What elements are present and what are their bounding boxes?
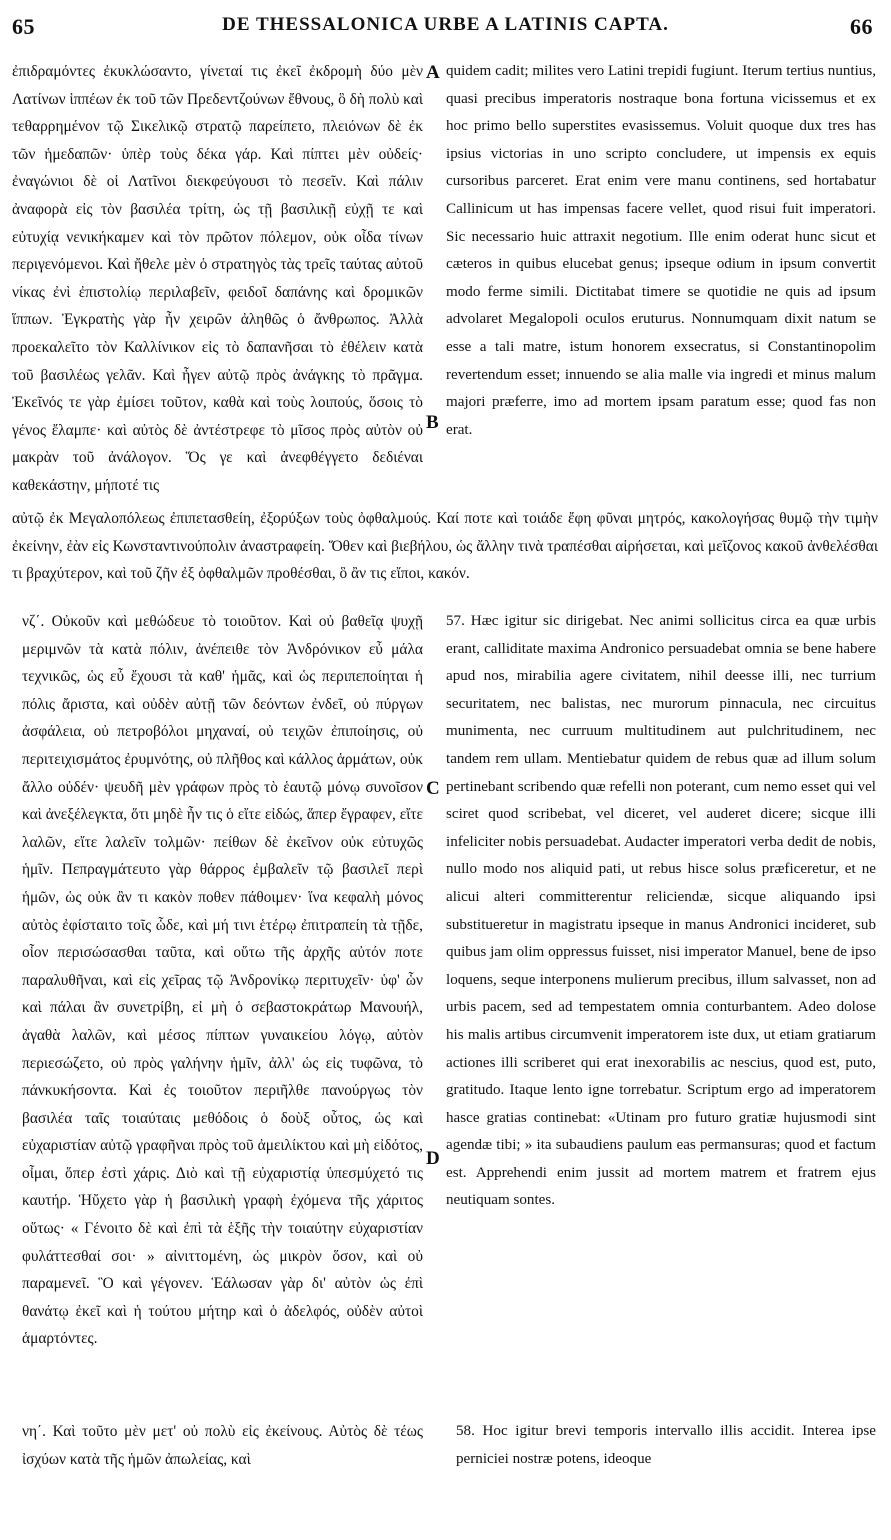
margin-marker-c: C [426, 778, 440, 799]
margin-marker-d: D [426, 1148, 440, 1169]
latin-text-top: quidem cadit; milites vero Latini trepidi fugiunt. Iterum tertius nuntius, quasi precibus imperatoris nostraque bona fortuna vicissemus et ex hoc primo bello superstites evasissemus. Voluit quoque dux tres has ipsius victorias in uno scripto concludere, ut impensis ex equis cursoribus parceret. Erat enim vere manu continens, sed hortabatur Callinicum ut has impensas facere vellet, quod risui fuit imperatori. Sic necessario huic attraxit negotium. Ille enim oderat hunc sicut et cæteros in quibus elucebat genus; ipseque odium in ipsum convertit modo ferme simili. Dictitabat timere se quotidie ne quis ad ipsum advolaret Megalopoli oculos eruturus. Nonnumquam dixit natum se esse a tali matre, istum honorem exsecratus, si Constantinopolim revertendum esset; innuendo se alia malle via ingredi et minus malum majori præferre, imo ad mortem ipsam paratum esse; quod fas non erat. [446, 63, 876, 438]
greek-section-57: νζ΄. Οὐκοῦν καὶ μεθώδευε τὸ τοιοῦτον. Καὶ οὐ βαθεῖᾳ ψυχῇ μεριμνῶν τὰ κατὰ πόλιν, ἀνέπειθε τὸν Ἀνδρόνικον εὖ μάλα τεχνικῶς, ὡς εὖ ἔχουσι τὰ καθ' ἡμᾶς, καὶ ὡς περιπεποίηται ἡ πόλις ἄριστα, καὶ οὐδὲν αὐτῇ τῶν δεόντων ἐνδεῖ, οὐ πύργων ἀσφάλεια, οὐ πετροβόλοι μηχαναί, οὐ τειχῶν ἐπιποίησις, οὐ περιτειχισμάτος ἐρυμνότης, οὐ πλῆθος καὶ κάλλος ἁρμάτων, οὐκ ἄλλο οὐδέν· ψευδῆ μὲν γράφων πρὸς τὸ ἑαυτῷ μόνῳ συνοῖσον καὶ ἀνεξέλεγκτα, ὅτι μηδὲ ἦν τις ὁ εἴτε εἰδώς, ἅπερ ἔγραφεν, εἴτε λαλῶν, εἴτε λαλεῖν τολμῶν· πείθων δὲ ἐκεῖνον οὐκ εὐτυχῶς ἡμῖν. Πεπραγμάτευτο γὰρ θάρρος ἐμβαλεῖν τῷ βασιλεῖ περὶ ἡμῶν, ὡς οὐκ ἂν τι κακὸν ποθεν πάθοιμεν· ἵνα κεφαλὴ μόνος αὐτὸς ἐφίσταιτο τοῖς ὧδε, καὶ μή τινι ἑτέρῳ ἐπιτραπείη τὰ τῇδε, οἷον περισώσασθαι ταῦτα, καὶ οὕτω τῆς ἀρχῆς αὐτόν ποτε παραλυθῆναι, καὶ εἰς χεῖρας τῷ Ἀνδρονίκῳ περιτυχεῖν· ὑφ' ὧν καὶ πάλαι ἂν συνετρίβη, εἰ μὴ ὁ σεβαστοκράτωρ Μανουήλ, ἀγαθὰ λαλῶν, καὶ μέσος πίπτων γυναικείου λόγῳ, αὐτὸν περιεσώζετο, οὐ πρὸς γαλήνην ἡμῖν, ἀλλ' ὡς εἰς τυφῶνα, τὸ πάνκυκήσοντα. Καὶ ἐς τοιοῦτον περιῆλθε πανούργως τὸν βασιλέα ταῖς τοιαύταις μεθόδοις ὁ δοὺξ οὗτος, ὡς καὶ εὐχαριστίαν αὐτῷ γραφῆναι πρὸς τοῦ ἀμειλίκτου καὶ μὴ εἰδότος, οἶμαι, ὅπερ ἐστὶ χάρις. Διὸ καὶ τῇ εὐχαριστίᾳ ὑπεσμύχετό τις καυτήρ. Ἡὔχετο γὰρ ἡ βασιλικὴ γραφὴ ἐχόμενα τῆς χάριτος οὕτως· « Γένοιτο δὲ καὶ ἐπὶ τὰ ἑξῆς τὴν τοιαύτην εὐχαριστίαν φυλάττεσθαί σοι· » αἰνιττομένη, ὡς μικρὸν ὅσον, καὶ οὐ παραμενεῖ. Ὃ καὶ γέγονεν. Ἑάλωσαν γὰρ δι' αὐτὸν ὡς ἐπὶ θανάτῳ ἐκεῖ καὶ ἡ τούτου μήτηρ καὶ ὁ ἀδελφός, οὐδὲν αὐτοὶ ἁμαρτόντες. [22, 613, 423, 1348]
margin-marker-a: A [426, 62, 440, 83]
greek-text-full-width: αὐτῷ ἐκ Μεγαλοπόλεως ἐπιπετασθείη, ἐξορύξων τοὺς ὀφθαλμούς. Καί ποτε καὶ τοιάδε ἔφη φῦναι μητρός, κακολογήσας θυμῷ τὴν τιμὴν ἐκείνην, ἐὰν εἰς Κωνσταντινούπολιν ἀναστραφείη. Ὅθεν καὶ βιεβήλου, ὡς ἄλλην τινὰ τραπέσθαι αἱρήσεται, καὶ μεῖζονος κακοῦ ἀνθελέσθαι τι βραχύτερον, καὶ τοῦ ζῆν ἐξ ὀφθαλμῶν προθέσθαι, ὃ ἂν τις εἴποι, κακόν. [12, 510, 878, 583]
page-number-right: 66 [850, 14, 873, 39]
greek-section-58: νη΄. Καὶ τοῦτο μὲν μετ' οὐ πολὺ εἰς ἐκείνους. Αὐτὸς δὲ τέως ἰσχύων κατὰ τῆς ἡμῶν ἀπωλείας, καὶ [22, 1423, 423, 1468]
greek-text-top: ἐπιδραμόντες ἐκυκλώσαντο, γίνεταί τις ἐκεῖ ἐκδρομὴ δύο μὲν Λατίνων ἱππέων ἐκ τοῦ τῶν Πρεδεντζούνων ἔθνους, ὃ δὴ πολὺ καὶ τεθαρρημένον τῷ Σικελικῷ στρατῷ παρείπετο, πλειόνων δὲ ἐκ τῶν ἡμεδαπῶν· ὑπὲρ τοὺς δέκα γάρ. Καὶ πίπτει μὲν οὐδείς· ἐναγώνιοι δὲ οἱ Λατῖνοι διεκφεύγουσι τὸ πεσεῖν. Καὶ πάλιν ἀναφορὰ εἰς τὸν βασιλέα τρίτη, ὡς τῇ βασιλικῇ εὐχῇ τε καὶ εὐτυχίᾳ νενικήκαμεν καὶ τὸν πρῶτον πόλεμον, οὐκ οἶδα τίνων περιγενόμενοι. Καὶ ἤθελε μὲν ὁ στρατηγὸς τὰς τρεῖς ταύτας αὐτοῦ νίκας ἐνὶ ἐπιστολίῳ περιλαβεῖν, φειδοῖ δαπάνης καὶ δρομικῶν ἵππων. Ἐγκρατὴς γὰρ ἦν χειρῶν ἀληθῶς ὁ ἄνθρωπος. Ἀλλὰ προεκαλεῖτο τὸν Καλλίνικον εἰς τὸ δαπανῆσαι τὸ ἐθέλειν κατὰ τοῦ βασιλέως γελᾶν. Καὶ ἦγεν αὐτῷ πρὸς ἀνάγκης τὸ πρᾶγμα. Ἐκεῖνός τε γὰρ ἐμίσει τοῦτον, καθὰ καὶ τοὺς λοιπούς, ὅσοις τὸ γένος ἔλαμπε· καὶ αὐτὸς δὲ ἀντέστρεφε τὸ μῖσος πρὸς αὐτὸν οὐ μακρὰν τοῦ ἀνάλογον. Ὅς γε καὶ ἀνεφθέγγετο δεδιέναι καθεκάστην, μήποτέ τις [12, 63, 423, 494]
latin-section-57: 57. Hæc igitur sic dirigebat. Nec animi sollicitus circa ea quæ urbis erant, calliditate maxima Andronico persuadebat omnia se bene habere apud nos, mirabilia agere civitatem, nihil deesse illi, nec turrium securitatem, nec balistas, nec murorum pinnacula, nec circuitus munimenta, nec curruum multitudinem aut pulchritudinem, nec tandem rem ullam. Mentiebatur quidem de rebus quæ ad illum solum pertinebant scribendo quæ refelli non poterant, cum nemo esset qui vel sciret quod scribebat, vel diceret, vel auderet dicere; sicque illi infeliciter nobis persuadebat. Audacter imperatori verba dedit de nobis, nullo modo nos aliquid pati, ut rebus hisce solus præficeretur, et ne alicui alteri committerentur reliciendæ, sicque aliquando ipsi substitueretur in magistratu ipseque in manus Andronici incideret, sub quibus jam olim oppressus fuisset, nisi imperator Manuel, bene de ipso loquens, seque interponens mulierum precibus, illum salvasset, non ad urbis pacem, sed ad tempestatem omnia conturbantem. Adeo dolose his malis artibus circumvenit imperatorem iste dux, ut etiam gratiarum actiones illi scriberet qui erat inexorabilis ac nescius, quod est, puto, gratitudo. Itaque lento igne torrebatur. Scriptum ergo ad imperatorem hasce gratias continebat: «Utinam pro futuro gratiæ hujusmodi sint agendæ tibi; » ita subaudiens paulum eas permansuras; quod et factum est. Apprehendi enim jussit ad mortem matrem et fratrem ejus neutiquam sontes. [446, 613, 876, 1209]
running-title: DE THESSALONICA URBE A LATINIS CAPTA. [222, 14, 669, 35]
margin-marker-b: B [426, 412, 439, 433]
page-number-left: 65 [12, 14, 35, 39]
latin-section-58: 58. Hoc igitur brevi temporis intervallo illis accidit. Interea ipse perniciei nostræ potens, ideoque [456, 1423, 876, 1467]
